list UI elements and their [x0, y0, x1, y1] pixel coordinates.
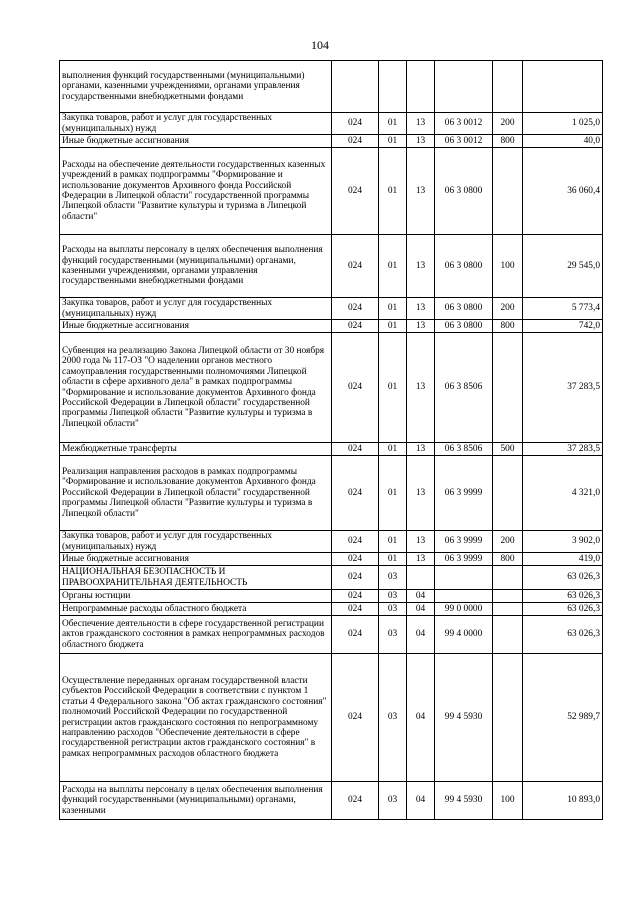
amount-cell: 63 026,3 — [523, 566, 603, 590]
section-code-cell: 03 — [379, 603, 407, 616]
amount-cell: 37 283,5 — [523, 443, 603, 456]
target-article-cell: 06 3 9999 — [435, 456, 493, 531]
target-article-cell: 99 0 0000 — [435, 603, 493, 616]
section-code-cell: 01 — [379, 456, 407, 531]
expense-type-cell — [493, 148, 523, 235]
ved-code-cell: 024 — [332, 135, 379, 148]
subsection-code-cell — [407, 566, 435, 590]
target-article-cell: 06 3 9999 — [435, 531, 493, 553]
row-name-cell: Межбюджетные трансферты — [60, 443, 332, 456]
table-row — [60, 443, 603, 456]
expense-type-cell — [493, 61, 523, 113]
row-name-cell: Закупка товаров, работ и услуг для государственных (муниципальных) нужд — [60, 298, 332, 320]
amount-cell — [523, 61, 603, 113]
row-name-cell: Иные бюджетные ассигнования — [60, 320, 332, 333]
target-article-cell: 99 4 0000 — [435, 616, 493, 654]
expense-type-cell: 100 — [493, 235, 523, 298]
amount-cell: 5 773,4 — [523, 298, 603, 320]
section-code-cell: 03 — [379, 566, 407, 590]
subsection-code-cell: 13 — [407, 320, 435, 333]
ved-code-cell: 024 — [332, 148, 379, 235]
expense-type-cell — [493, 456, 523, 531]
table-row — [60, 553, 603, 566]
expense-type-cell: 500 — [493, 443, 523, 456]
section-code-cell: 03 — [379, 782, 407, 820]
amount-cell: 742,0 — [523, 320, 603, 333]
expense-type-cell — [493, 566, 523, 590]
section-code-cell: 03 — [379, 616, 407, 654]
table-row — [60, 135, 603, 148]
subsection-code-cell: 13 — [407, 235, 435, 298]
subsection-code-cell: 13 — [407, 531, 435, 553]
table-row — [60, 654, 603, 782]
row-name-cell: НАЦИОНАЛЬНАЯ БЕЗОПАСНОСТЬ И ПРАВООХРАНИТЕЛЬНАЯ ДЕЯТЕЛЬНОСТЬ — [60, 566, 332, 590]
ved-code-cell: 024 — [332, 553, 379, 566]
table-row — [60, 566, 603, 590]
target-article-cell: 06 3 8506 — [435, 443, 493, 456]
ved-code-cell: 024 — [332, 298, 379, 320]
row-name-cell: Расходы на обеспечение деятельности государственных казенных учреждений в рамках подпрограммы "Формирование и использование документов Архивного фонда Российской Федерации в Липецкой области" государственной программы Липецкой области "Развитие культуры и туризма в Липецкой области" — [60, 148, 332, 235]
target-article-cell: 06 3 8506 — [435, 333, 493, 443]
target-article-cell — [435, 566, 493, 590]
budget-table — [59, 60, 603, 820]
section-code-cell: 01 — [379, 298, 407, 320]
row-name-cell: Субвенция на реализацию Закона Липецкой области от 30 ноября 2000 года № 117-ОЗ "О наделении органов местного самоуправления государственными полномочиями Липецкой области в сфере архивного дела" в рамках подпрограммы "Формирование и использование документов Архивного фонда Российской Федерации в Липецкой области" государственной программы Липецкой области "Развитие культуры и туризма в Липецкой области" — [60, 333, 332, 443]
expense-type-cell: 200 — [493, 298, 523, 320]
table-row — [60, 531, 603, 553]
row-name-cell: Реализация направления расходов в рамках подпрограммы "Формирование и использование документов Архивного фонда Российской Федерации в Липецкой области" государственной программы Липецкой области "Развитие культуры и туризма в Липецкой области" — [60, 456, 332, 531]
table-row — [60, 235, 603, 298]
section-code-cell: 01 — [379, 135, 407, 148]
subsection-code-cell: 04 — [407, 782, 435, 820]
expense-type-cell: 800 — [493, 320, 523, 333]
table-row — [60, 320, 603, 333]
expense-type-cell — [493, 590, 523, 603]
ved-code-cell: 024 — [332, 443, 379, 456]
subsection-code-cell: 04 — [407, 603, 435, 616]
target-article-cell: 06 3 0800 — [435, 298, 493, 320]
section-code-cell: 01 — [379, 553, 407, 566]
table-row — [60, 616, 603, 654]
ved-code-cell: 024 — [332, 235, 379, 298]
section-code-cell: 01 — [379, 148, 407, 235]
row-name-cell: Расходы на выплаты персоналу в целях обеспечения выполнения функций государственными (муниципальными) органами, казенными учреждениями, органами управления государственными внебюджетными фондами — [60, 235, 332, 298]
ved-code-cell: 024 — [332, 616, 379, 654]
section-code-cell: 01 — [379, 320, 407, 333]
table-row — [60, 603, 603, 616]
table-row — [60, 61, 603, 113]
subsection-code-cell: 13 — [407, 456, 435, 531]
table-row — [60, 333, 603, 443]
target-article-cell — [435, 590, 493, 603]
amount-cell: 29 545,0 — [523, 235, 603, 298]
section-code-cell — [379, 61, 407, 113]
subsection-code-cell: 13 — [407, 443, 435, 456]
ved-code-cell: 024 — [332, 113, 379, 135]
row-name-cell: Осуществление переданных органам государственной власти субъектов Российской Федерации в соответствии с пунктом 1 статьи 4 Федерального закона "Об актах гражданского состояния" полномочий Российской Федерации по государственной регистрации актов гражданского состояния по непрограммному направлению расходов "Обеспечение деятельности в сфере государственной регистрации актов гражданского состояния" в рамках непрограммных расходов областного бюджета — [60, 654, 332, 782]
row-name-cell: Закупка товаров, работ и услуг для государственных (муниципальных) нужд — [60, 531, 332, 553]
section-code-cell: 03 — [379, 590, 407, 603]
row-name-cell: Иные бюджетные ассигнования — [60, 553, 332, 566]
ved-code-cell: 024 — [332, 654, 379, 782]
subsection-code-cell — [407, 61, 435, 113]
expense-type-cell — [493, 603, 523, 616]
subsection-code-cell: 13 — [407, 135, 435, 148]
amount-cell: 63 026,3 — [523, 603, 603, 616]
subsection-code-cell: 04 — [407, 616, 435, 654]
row-name-cell: Органы юстиции — [60, 590, 332, 603]
table-row — [60, 590, 603, 603]
expense-type-cell: 800 — [493, 553, 523, 566]
amount-cell: 4 321,0 — [523, 456, 603, 531]
amount-cell: 63 026,3 — [523, 616, 603, 654]
subsection-code-cell: 04 — [407, 590, 435, 603]
subsection-code-cell: 13 — [407, 148, 435, 235]
section-code-cell: 01 — [379, 333, 407, 443]
row-name-cell: Непрограммные расходы областного бюджета — [60, 603, 332, 616]
target-article-cell: 06 3 0800 — [435, 320, 493, 333]
ved-code-cell: 024 — [332, 531, 379, 553]
target-article-cell: 99 4 5930 — [435, 654, 493, 782]
target-article-cell: 99 4 5930 — [435, 782, 493, 820]
page-number: 104 — [311, 38, 329, 52]
ved-code-cell: 024 — [332, 320, 379, 333]
amount-cell: 3 902,0 — [523, 531, 603, 553]
amount-cell: 63 026,3 — [523, 590, 603, 603]
ved-code-cell: 024 — [332, 590, 379, 603]
expense-type-cell — [493, 654, 523, 782]
amount-cell: 419,0 — [523, 553, 603, 566]
subsection-code-cell: 04 — [407, 654, 435, 782]
row-name-cell: Иные бюджетные ассигнования — [60, 135, 332, 148]
expense-type-cell: 200 — [493, 113, 523, 135]
amount-cell: 10 893,0 — [523, 782, 603, 820]
expense-type-cell: 200 — [493, 531, 523, 553]
section-code-cell: 01 — [379, 235, 407, 298]
table-row — [60, 148, 603, 235]
subsection-code-cell: 13 — [407, 298, 435, 320]
section-code-cell: 01 — [379, 443, 407, 456]
target-article-cell: 06 3 0012 — [435, 113, 493, 135]
ved-code-cell: 024 — [332, 566, 379, 590]
table-row — [60, 113, 603, 135]
subsection-code-cell: 13 — [407, 553, 435, 566]
row-name-cell: Расходы на выплаты персоналу в целях обеспечения выполнения функций государственными (муниципальными) органами, казенными — [60, 782, 332, 820]
section-code-cell: 01 — [379, 113, 407, 135]
row-name-cell: выполнения функций государственными (муниципальными) органами, казенными учреждениями, органами управления государственными внебюджетными фондами — [60, 61, 332, 113]
section-code-cell: 01 — [379, 531, 407, 553]
subsection-code-cell: 13 — [407, 333, 435, 443]
amount-cell: 40,0 — [523, 135, 603, 148]
subsection-code-cell: 13 — [407, 113, 435, 135]
row-name-cell: Закупка товаров, работ и услуг для государственных (муниципальных) нужд — [60, 113, 332, 135]
target-article-cell: 06 3 9999 — [435, 553, 493, 566]
expense-type-cell: 100 — [493, 782, 523, 820]
ved-code-cell: 024 — [332, 782, 379, 820]
amount-cell: 1 025,0 — [523, 113, 603, 135]
ved-code-cell: 024 — [332, 456, 379, 531]
target-article-cell: 06 3 0012 — [435, 135, 493, 148]
table-body — [60, 61, 603, 820]
table-row — [60, 298, 603, 320]
amount-cell: 36 060,4 — [523, 148, 603, 235]
expense-type-cell — [493, 333, 523, 443]
table-row — [60, 456, 603, 531]
expense-type-cell: 800 — [493, 135, 523, 148]
target-article-cell: 06 3 0800 — [435, 235, 493, 298]
ved-code-cell — [332, 61, 379, 113]
expense-type-cell — [493, 616, 523, 654]
table-row — [60, 782, 603, 820]
section-code-cell: 03 — [379, 654, 407, 782]
ved-code-cell: 024 — [332, 603, 379, 616]
ved-code-cell: 024 — [332, 333, 379, 443]
row-name-cell: Обеспечение деятельности в сфере государственной регистрации актов гражданского состояния в рамках непрограммных расходов областного бюджета — [60, 616, 332, 654]
amount-cell: 37 283,5 — [523, 333, 603, 443]
target-article-cell: 06 3 0800 — [435, 148, 493, 235]
amount-cell: 52 989,7 — [523, 654, 603, 782]
target-article-cell — [435, 61, 493, 113]
